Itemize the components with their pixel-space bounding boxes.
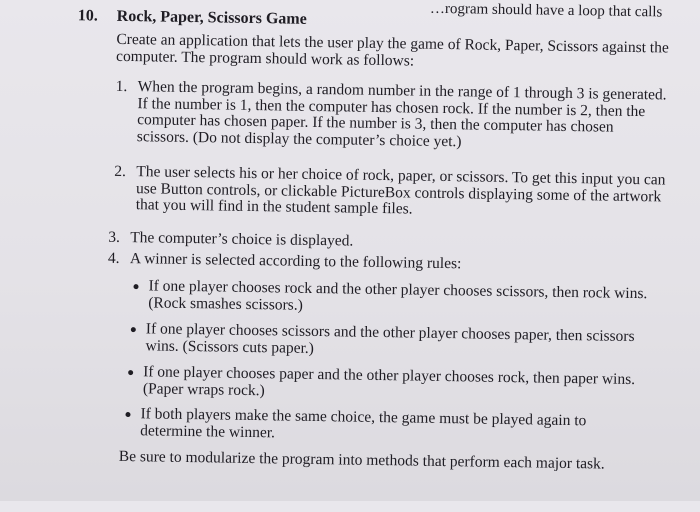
step-number: 4. xyxy=(107,249,120,267)
bullet-icon xyxy=(128,370,133,375)
step-text: The computer’s choice is displayed. xyxy=(130,229,354,250)
step-text: The user selects his or her choice of rock, paper, or scissors. To get this input you can use Button controls, or clickable PictureBox controls displaying some of the artwork that you will find in the student sample files. xyxy=(135,163,666,218)
previous-exercise-fragment: …rogram should have a loop that calls xyxy=(429,0,663,21)
exercise-title: Rock, Paper, Scissors Game xyxy=(116,7,307,28)
step-text: A winner is selected according to the following rules: xyxy=(129,250,462,273)
rule-text: If one player chooses paper and the other player chooses rock, then paper wins. (Paper wraps rock.) xyxy=(142,363,636,399)
step-number: 3. xyxy=(108,228,121,246)
step-number: 2. xyxy=(114,162,127,180)
bullet-icon xyxy=(125,412,130,417)
rule-text: If one player chooses rock and the other player chooses scissors, then rock wins. (Rock smashes scissors.) xyxy=(148,277,648,314)
bullet-icon xyxy=(131,327,136,332)
step-number: 1. xyxy=(115,77,128,96)
rule-text: If one player chooses scissors and the other player chooses paper, then scissors wins. (Scissors cuts paper.) xyxy=(145,320,635,357)
step-text: When the program begins, a random number in the range of 1 through 3 is generated. If the number is 1, then the computer has chosen rock. If the number is 2, then the computer has chosen paper. If the number is 3, then the computer has chosen scissors. (Do not display the computer’s choice yet.) xyxy=(136,78,667,150)
closing-instruction: Be sure to modularize the program into methods that perform each major task. xyxy=(118,447,605,473)
rule-text: If both players make the same choice, the game must be played again to determine the winner. xyxy=(140,405,587,441)
exercise-intro: Create an application that lets the user play the game of Rock, Paper, Scissors against the computer. The program should work as follows: xyxy=(115,30,669,70)
bullet-icon xyxy=(133,284,138,289)
exercise-number: 10. xyxy=(77,7,98,25)
